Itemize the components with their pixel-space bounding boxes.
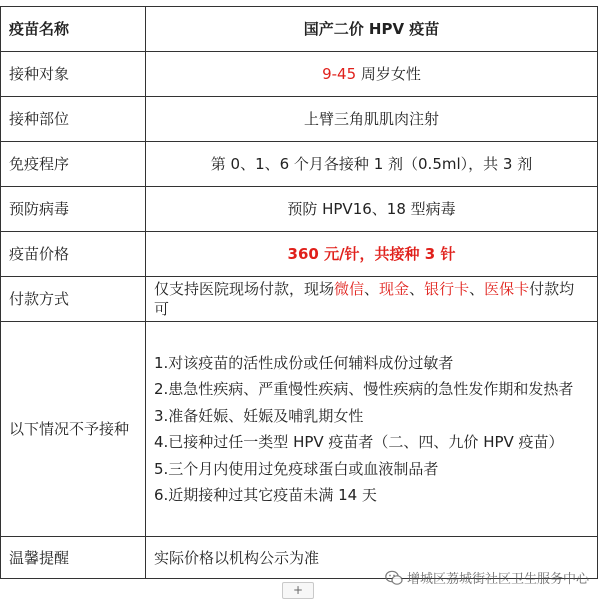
contra-item: 3.准备妊娠、妊娠及哺乳期女性: [154, 406, 364, 425]
row-vaccine-name: [1, 7, 598, 52]
price-value: 360 元/针，共接种 3 针: [146, 232, 598, 277]
row-target: [1, 52, 598, 97]
schedule-value: 第 0、1、6 个月各接种 1 剂（0.5ml），共 3 剂: [146, 142, 598, 187]
row-payment: [1, 277, 598, 322]
schedule-label: 免疫程序: [1, 142, 146, 187]
contra-item: 2.患急性疾病、严重慢性疾病、慢性疾病的急性发作期和发热者: [154, 380, 574, 398]
payment-suffix: 付款均可: [154, 280, 575, 318]
target-age-suffix: 周岁女性: [356, 65, 421, 83]
row-price: [1, 232, 598, 277]
prevent-label: 预防病毒: [1, 187, 146, 232]
payment-sep-1: 、: [364, 280, 380, 298]
vaccine-name-label: 疫苗名称: [1, 7, 146, 52]
contra-item: 1.对该疫苗的活性成份或任何辅料成份过敏者: [154, 353, 454, 372]
payment-method-wechat: 微信: [334, 280, 365, 298]
row-site: [1, 97, 598, 142]
contra-item: 5.三个月内使用过免疫球蛋白或血液制品者: [154, 459, 439, 478]
vaccine-name-value: 国产二价 HPV 疫苗: [146, 7, 598, 52]
row-prevent: [1, 187, 598, 232]
watermark-text: 增城区荔城街社区卫生服务中心: [406, 572, 589, 587]
payment-prefix: 仅支持医院现场付款，现场: [154, 280, 335, 298]
contra-item: 4.已接种过任一类型 HPV 疫苗者（二、四、九价 HPV 疫苗）: [154, 433, 564, 451]
wechat-icon: [385, 570, 403, 586]
contra-list: [154, 350, 589, 509]
target-label: 接种对象: [1, 52, 146, 97]
row-schedule: [1, 142, 598, 187]
payment-value: [146, 277, 598, 322]
contra-label: 以下情况不予接种: [1, 322, 146, 537]
reminder-label: 温馨提醒: [1, 537, 146, 579]
add-row-button[interactable]: +: [282, 582, 314, 599]
row-contraindications: [1, 322, 598, 537]
vaccine-info-table: [0, 6, 598, 579]
contra-item: 6.近期接种过其它疫苗未满 14 天: [154, 486, 377, 504]
target-value: [146, 52, 598, 97]
payment-method-cash: 现金: [379, 280, 410, 298]
reminder-value: 实际价格以机构公示为准: [146, 537, 598, 579]
watermark: [385, 568, 589, 587]
prevent-value: 预防 HPV16、18 型病毒: [146, 187, 598, 232]
site-label: 接种部位: [1, 97, 146, 142]
price-label: 疫苗价格: [1, 232, 146, 277]
site-value: 上臂三角肌肌肉注射: [146, 97, 598, 142]
payment-method-bankcard: 银行卡: [424, 280, 470, 298]
payment-sep-3: 、: [469, 280, 485, 298]
target-age-range: 9-45: [322, 65, 357, 83]
payment-label: 付款方式: [1, 277, 146, 322]
payment-method-insurance: 医保卡: [484, 280, 530, 298]
contra-list-cell: [146, 322, 598, 537]
payment-sep-2: 、: [409, 280, 425, 298]
